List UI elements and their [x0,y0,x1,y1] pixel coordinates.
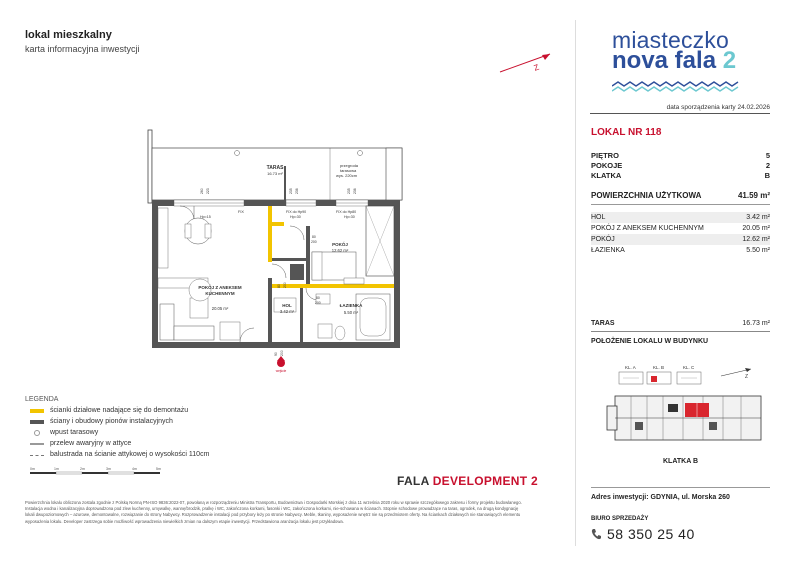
room-name: POKÓJ Z ANEKSEM KUCHENNYM [591,225,704,232]
address-rule [591,487,770,488]
unit-number: LOKAL NR 118 [591,127,662,138]
svg-text:Z: Z [745,374,749,380]
area-rule [591,204,770,205]
plan-terrace-area: 16.73 m² [267,171,283,176]
room-area: 20.05 m² [742,225,770,232]
room-row [591,245,770,256]
dim-label: 236 [295,188,299,194]
detail-staircase [591,171,770,180]
floor-plan [140,128,410,373]
scale-bar [28,466,168,478]
room-row [591,223,770,234]
legend-item [30,429,98,436]
issue-date: data sporządzenia karty 24.02.2026 [666,104,770,111]
building-location-map [591,352,771,456]
legend-label: wpust tarasowy [50,429,99,436]
plan-hall-name: HOL [282,303,292,308]
partition-line3: wys. 220cm [336,173,358,178]
dim-label: 260 [200,188,204,194]
scale-tick: 4m [132,467,137,471]
legend-item [30,418,173,425]
door-dim: 200 [311,240,317,244]
plan-living-line1: POKÓJ Z ANEKSEM [198,285,242,290]
dim-label: 235 [347,188,351,194]
plan-living-area: 20.05 m² [211,306,229,311]
plan-room-name: POKÓJ [332,242,348,247]
drain-icon [34,430,40,436]
room-row [591,212,770,223]
room-area: 5.50 m² [746,247,770,254]
detail-value: B [764,171,770,180]
room-area: 12.62 m² [742,236,770,243]
brand-number: 2 [722,47,737,74]
terrace-label: TARAS [591,320,615,327]
plan-terrace-name: TARAS [266,165,284,171]
hp-label: Hp=30 [344,215,355,219]
legend-swatch [30,409,44,413]
terrace-area: 16.73 m² [742,320,770,327]
detail-value: 2 [765,161,770,170]
scale-tick: 3m [106,467,111,471]
terrace-row [591,320,770,327]
brand-line2 [612,47,736,75]
partition-line1: przegroda [340,163,359,168]
room-row [591,234,770,245]
plan-bath-name: ŁAZIENKA [339,303,363,308]
usable-area-value: 41.59 m² [737,191,770,200]
plan-bath-area: 5.50 m² [343,310,359,315]
entry-dim: 200 [280,350,284,356]
scale-tick: 0m [30,467,35,471]
fix-label: FIX do Hp80 [336,210,357,214]
legend-label: ścianki działowe nadające się do demontażu [50,407,189,414]
fix-label: FIX do Hp90 [286,210,307,214]
usable-area [591,191,770,200]
stair-label-b: KL. B [653,365,665,370]
waves-logo-icon [612,80,742,92]
plan-living-line2: KUCHENNYM [205,291,235,296]
legend-label: ściany i obudowy pionów instalacyjnych [50,418,173,425]
door-dim: 80 [277,284,281,288]
detail-value: 5 [765,151,770,160]
elevation-highlight [651,376,657,382]
legend-item [30,451,209,458]
document-title: lokal mieszkalny [25,29,112,41]
svg-text:Z: Z [532,62,541,73]
sales-office-label: BIURO SPRZEDAŻY [591,516,649,522]
detail-floor [591,151,770,160]
hp-label: Hp=15 [200,215,211,219]
scale-tick: 5m [156,467,161,471]
location-title: POŁOŻENIE LOKALU W BUDYNKU [591,338,709,345]
terrace-rule [591,331,770,332]
room-name: ŁAZIENKA [591,247,625,254]
usable-area-label: POWIERZCHNIA UŻYTKOWA [591,191,702,200]
partition-line2: tarasowa [340,168,357,173]
sales-phone[interactable]: 58 350 25 40 [607,526,695,542]
fix-label: FIX [238,210,244,214]
header-rule [590,113,770,114]
developer-logo [397,474,538,488]
brand-name: nova fala [612,47,717,74]
plan-room-area: 12.62 m² [331,248,349,253]
detail-label: KLATKA [591,171,622,180]
door-dim: 200 [283,282,287,288]
room-name: POKÓJ [591,236,615,243]
detail-label: POKOJE [591,161,623,170]
detail-rooms [591,161,770,170]
legend-item [30,407,188,414]
column-divider [575,20,576,546]
dim-label: 235 [289,188,293,194]
legend-label: przelew awaryjny w attyce [50,440,132,447]
legend-title: LEGENDA [25,396,59,403]
legend-swatch [30,420,44,424]
door-dim: 80 [312,235,316,239]
dim-label: 223 [206,188,210,194]
stair-label-a: KL. A [625,365,636,370]
plan-hall-area: 3.42 m² [279,309,295,314]
staircase-label: KLATKA B [663,458,698,465]
entry-dim: 90 [274,352,278,356]
north-arrow-icon [498,48,558,76]
brand-line1: miasteczko [612,27,730,53]
stair-label-c: KL. C [683,365,695,370]
balustrade-icon [30,453,44,456]
dim-label: 236 [353,188,357,194]
overflow-icon [30,443,44,445]
investment-address: Adres inwestycji: GDYNIA, ul. Morska 260 [591,494,730,501]
room-area: 3.42 m² [746,214,770,221]
legend-label: balustrada na ścianie attykowej o wysokości 110cm [50,451,210,458]
legend-item [30,440,131,447]
phone-icon [591,528,601,540]
room-name: HOL [591,214,606,221]
legal-disclaimer: Powierzchnia lokalu obliczona zostala zgodnie z Polską Normą PN-ISO 9836:2022-07, powołaną w rozporządzeniu Ministra Transportu, Budownictwa i Gospodarki Morskiej z dnia 11 września 2020 roku w sprawie szczegółowego zakresu i formy projektu budowlanego. Instalacja wodna i kanalizacyjna doprowadzona pod zlew kuchenny, umywalkę, wannę/brodzik, pralkę i WC, zakończona korkami, fasonki i WC, zakończona korkami, nie-schowana w ścianach. Stopnie schodowe prowadzące na taras, ogrodek, na drugą kondygnację lokali dwupoziomowych – azurowe, demontowalne, rozwiązanie do strony Nabywcy. Rozprowadzenie instalacji pod przybory leży po stronie Nabywcy. Meble, tkaniny, wyposażenie wnętrz nie są przedmiotem oferty. Na ściankach działowych nie stanowiących elementu wyposażenia lokalu. Developer zastrzega sobie możliwość wprowadzenia niewielkich zmian na dalszym etapie inwestycji. Przedstawiona aranżacja lokalu jest przykładowa. [25,500,522,524]
developer-name-part2: DEVELOPMENT 2 [432,474,538,488]
document-subtitle: karta informacyjna inwestycji [25,44,140,54]
door-dim: 80 [316,296,320,300]
detail-label: PIĘTRO [591,151,619,160]
entrance-label: wejście [275,369,287,373]
scale-tick: 1m [54,467,59,471]
scale-tick: 2m [80,467,85,471]
developer-name-part1: FALA [397,474,433,488]
door-dim: 200 [315,301,321,305]
hp-label: Hp=30 [290,215,301,219]
